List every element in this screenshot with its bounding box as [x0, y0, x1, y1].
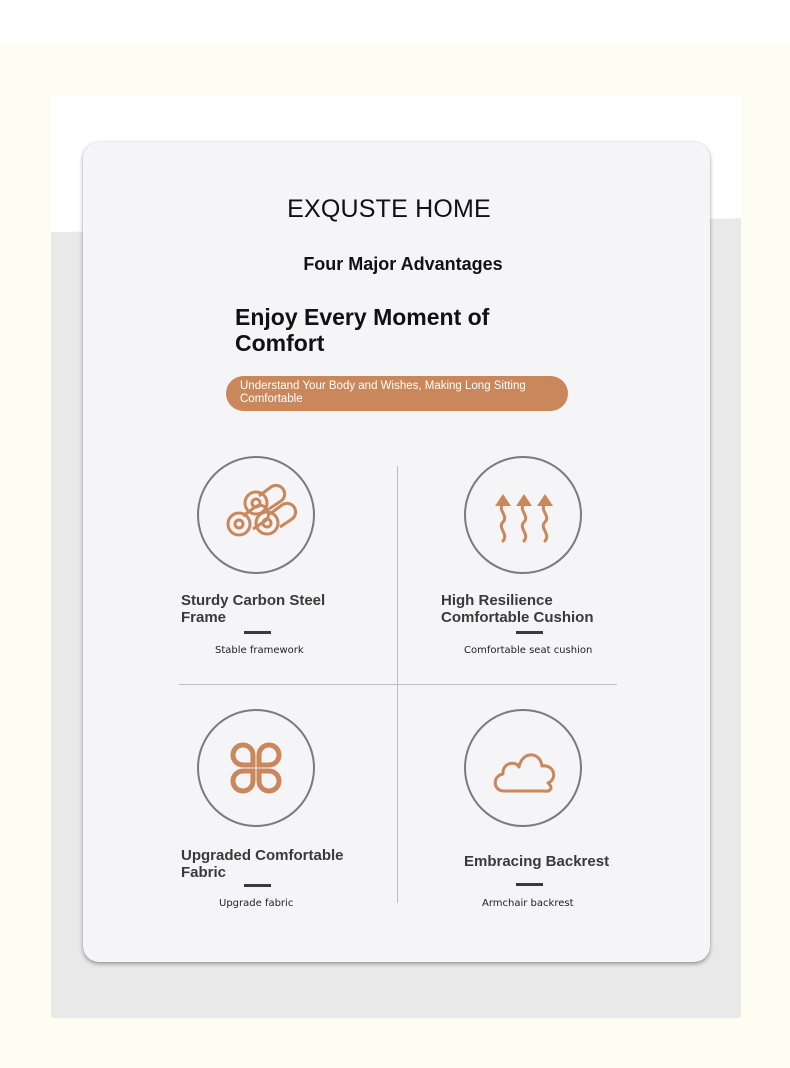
- section-subtitle: Four Major Advantages: [303, 254, 503, 274]
- feature-title: High Resilience Comfortable Cushion: [441, 592, 594, 626]
- feature-dash: [516, 883, 543, 886]
- four-petal-clover-icon: [199, 711, 313, 825]
- feature-dash: [516, 631, 543, 634]
- brand-title: EXQUSTE HOME: [287, 195, 491, 223]
- horizontal-divider: [179, 684, 617, 685]
- headline: Enjoy Every Moment of Comfort: [235, 304, 490, 356]
- feature-title: Upgraded Comfortable Fabric: [181, 847, 344, 881]
- feature-dash: [244, 631, 271, 634]
- feature-icon-circle: [464, 456, 582, 574]
- logs-icon: [199, 458, 313, 572]
- feature-title: Sturdy Carbon Steel Frame: [181, 592, 326, 626]
- advantages-card: [83, 142, 710, 962]
- feature-title: Embracing Backrest: [464, 853, 610, 870]
- feature-description: Comfortable seat cushion: [464, 645, 593, 656]
- feature-description: Armchair backrest: [482, 898, 574, 909]
- feature-icon-circle: [197, 709, 315, 827]
- feature-description: Upgrade fabric: [219, 898, 294, 909]
- feature-icon-circle: [464, 709, 582, 827]
- feature-description: Stable framework: [215, 645, 304, 656]
- feature-dash: [244, 884, 271, 887]
- wavy-arrows-up-icon: [466, 458, 580, 572]
- feature-icon-circle: [197, 456, 315, 574]
- tagline-pill: Understand Your Body and Wishes, Making Long Sitting Comfortable: [226, 376, 568, 411]
- cloud-icon: [466, 711, 580, 825]
